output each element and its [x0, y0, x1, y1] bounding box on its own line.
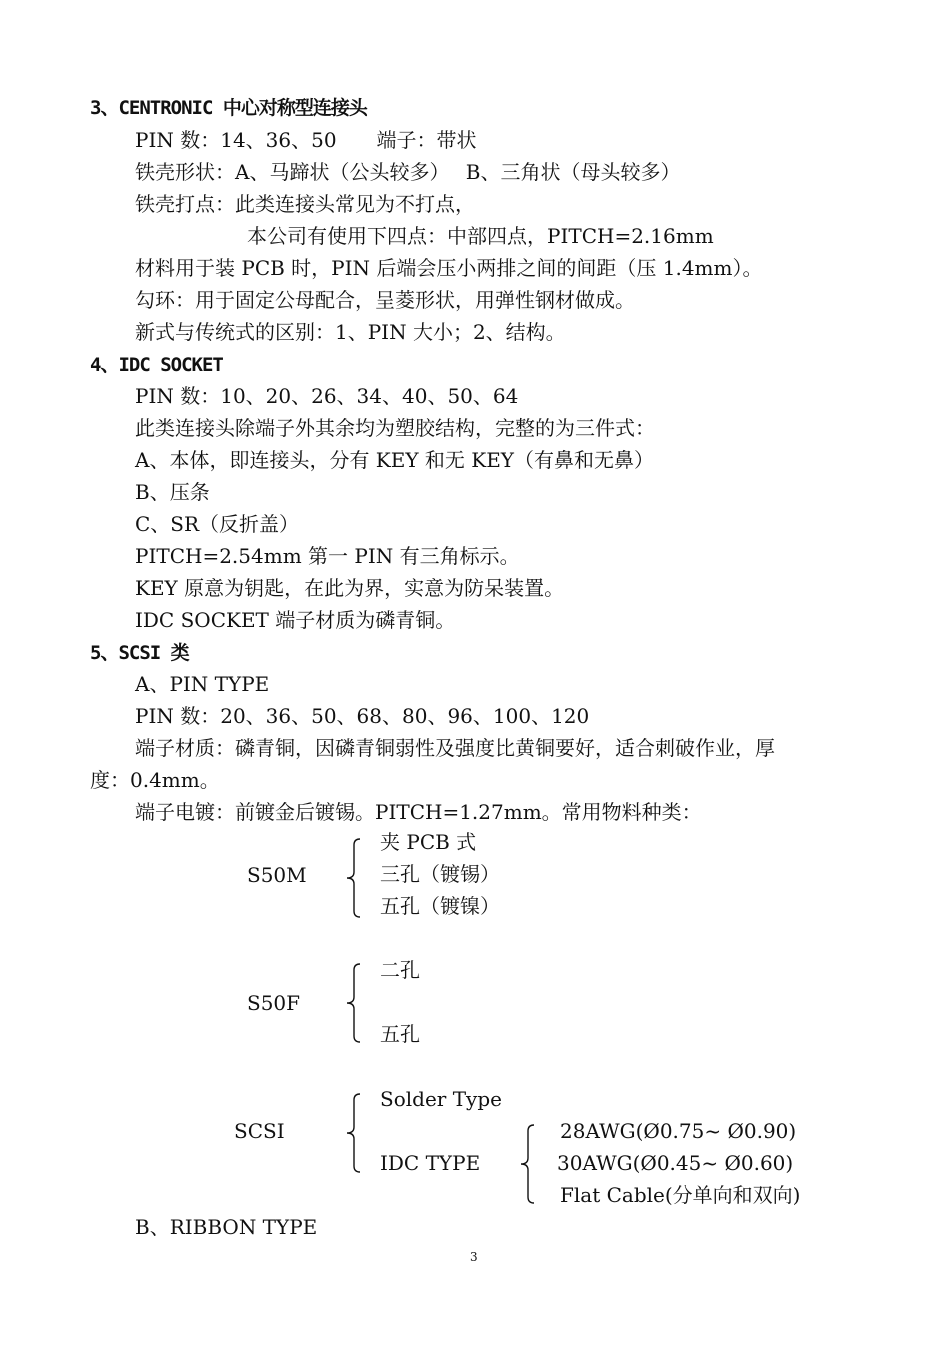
- scsi-item-idc: IDC TYPE: [380, 1151, 481, 1175]
- s3-hook-note: 勾环：用于固定公母配合，呈菱形状，用弹性钢材做成。: [135, 288, 635, 312]
- s5-pin-type: A、PIN TYPE: [135, 672, 270, 696]
- scsi-brace: [344, 1093, 364, 1173]
- s3-shell-dots: 铁壳打点：此类连接头常见为不打点，: [135, 192, 475, 216]
- s3-new-vs-old: 新式与传统式的区别：1、PIN 大小；2、结构。: [135, 320, 566, 344]
- section-4-heading: 4、IDC SOCKET: [90, 354, 223, 376]
- s3-shell-shape: 铁壳形状：A、马蹄状（公头较多） B、三角状（母头较多）: [135, 160, 681, 184]
- s50m-item-pcb: 夹 PCB 式: [380, 830, 477, 854]
- s50f-brace: [344, 963, 364, 1043]
- scsi-label: SCSI: [234, 1119, 285, 1143]
- s4-item-c: C、SR（反折盖）: [135, 512, 300, 536]
- section-5-heading: 5、SCSI 类: [90, 642, 189, 664]
- s4-pitch: PITCH=2.54mm 第一 PIN 有三角标示。: [135, 544, 520, 568]
- idc-item-28awg: 28AWG(Ø0.75~ Ø0.90): [560, 1119, 797, 1143]
- s50f-item-two-hole: 二孔: [380, 958, 420, 982]
- s4-item-a: A、本体，即连接头，分有 KEY 和无 KEY（有鼻和无鼻）: [135, 448, 655, 472]
- s5-ribbon-type: B、RIBBON TYPE: [135, 1215, 318, 1239]
- s5-thickness: 度：0.4mm。: [90, 768, 220, 792]
- s50m-item-tin: 三孔（镀锡）: [380, 862, 500, 886]
- s3-company-dots: 本公司有使用下四点：中部四点，PITCH=2.16mm: [247, 224, 714, 248]
- s50m-label: S50M: [247, 863, 307, 887]
- s50m-brace: [344, 838, 364, 918]
- s5-plating: 端子电镀：前镀金后镀锡。PITCH=1.27mm。常用物料种类：: [135, 800, 702, 824]
- s50f-item-five-hole: 五孔: [380, 1022, 420, 1046]
- page-number: 3: [470, 1250, 478, 1264]
- idc-item-flat-cable: Flat Cable(分单向和双向): [560, 1183, 801, 1207]
- scsi-item-solder: Solder Type: [380, 1087, 502, 1111]
- s50m-item-nickel: 五孔（镀镍）: [380, 894, 500, 918]
- s4-key-note: KEY 原意为钥匙，在此为界，实意为防呆装置。: [135, 576, 565, 600]
- idc-brace: [518, 1124, 538, 1204]
- s5-pin-count: PIN 数：20、36、50、68、80、96、100、120: [135, 704, 590, 728]
- s3-pcb-note: 材料用于装 PCB 时，PIN 后端会压小两排之间的间距（压 1.4mm）。: [135, 256, 763, 280]
- s50f-label: S50F: [247, 991, 301, 1015]
- s5-material: 端子材质：磷青铜，因磷青铜弱性及强度比黄铜要好，适合刺破作业，厚: [135, 736, 775, 760]
- s4-pin-count: PIN 数：10、20、26、34、40、50、64: [135, 384, 519, 408]
- section-3-heading: 3、CENTRONIC 中心对称型连接头: [90, 97, 367, 119]
- s4-structure: 此类连接头除端子外其余均为塑胶结构，完整的为三件式：: [135, 416, 655, 440]
- s4-item-b: B、压条: [135, 480, 210, 504]
- s4-material: IDC SOCKET 端子材质为磷青铜。: [135, 608, 456, 632]
- s3-pin-count: PIN 数：14、36、50 端子：带状: [135, 128, 477, 152]
- idc-item-30awg: 30AWG(Ø0.45~ Ø0.60): [557, 1151, 794, 1175]
